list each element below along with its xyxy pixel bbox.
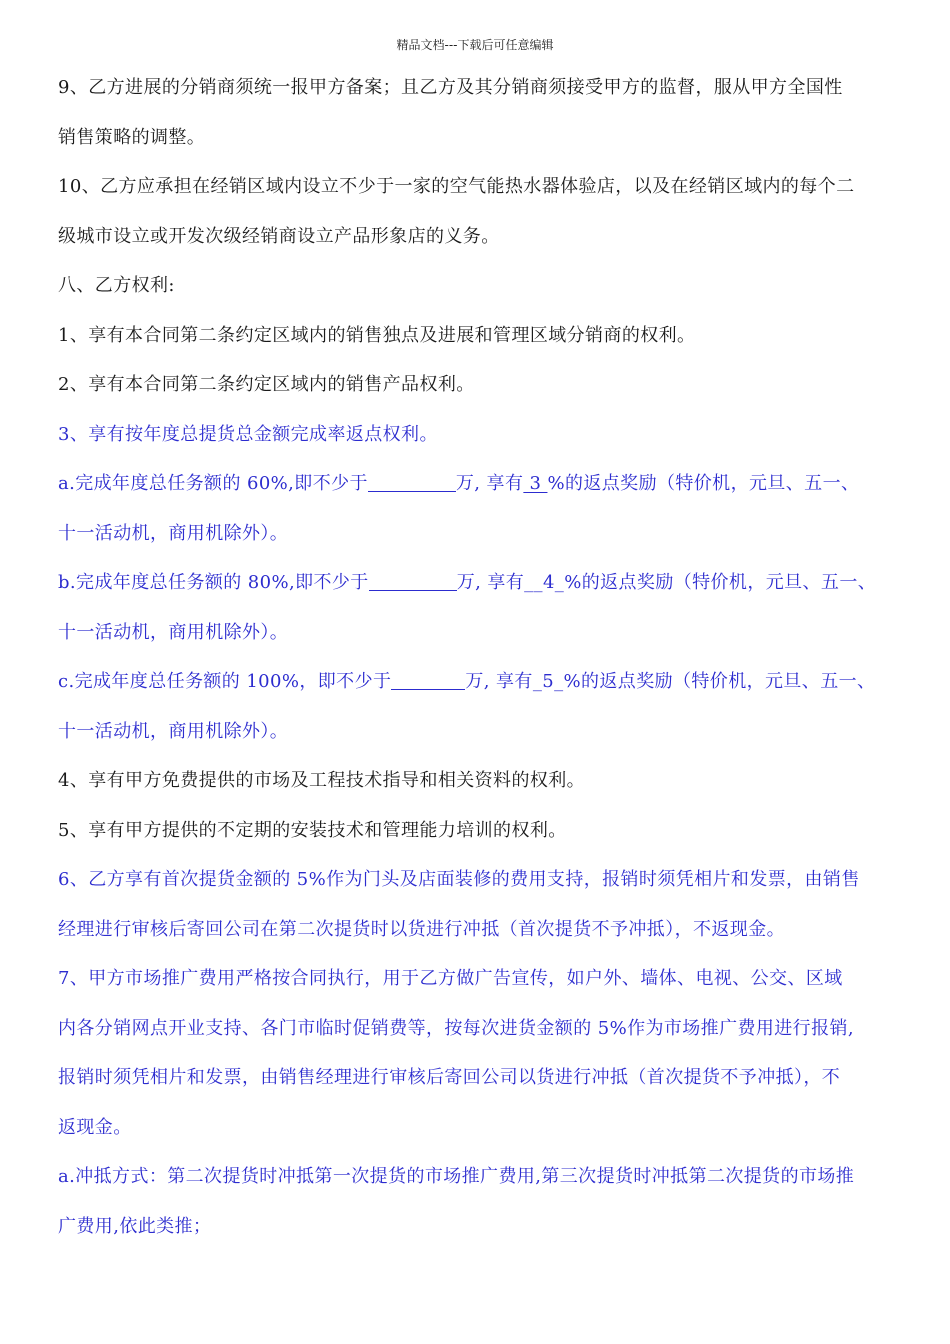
rebate-tier-a-suffix: %的返点奖励（特价机，元旦、五一、 — [547, 473, 860, 494]
offset-method-line-1: a.冲抵方式：第二次提货时冲抵第一次提货的市场推广费用,第三次提货时冲抵第二次提货的市场推 — [58, 1166, 855, 1187]
clause-10-line-1: 10、乙方应承担在经销区域内设立不少于一家的空气能热水器体验店，以及在经销区域内的每个二 — [58, 176, 855, 197]
right-7-line-1: 7、甲方市场推广费用严格按合同执行，用于乙方做广告宣传，如户外、墙体、电视、公交、区域 — [58, 968, 843, 989]
rebate-tier-b-continued: 十一活动机，商用机除外）。 — [58, 621, 289, 643]
clause-9-line-2: 销售策略的调整。 — [58, 126, 206, 148]
rebate-tier-c-suffix: %的返点奖励（特价机，元旦、五一、 — [563, 671, 876, 692]
rebate-tier-b — [58, 565, 898, 615]
rebate-tier-c-continued: 十一活动机，商用机除外）。 — [58, 720, 289, 742]
rebate-tier-b-prefix: b.完成年度总任务额的 80%,即不少于 — [58, 572, 369, 593]
right-6-line-2: 经理进行审核后寄回公司在第二次提货时以货进行冲抵（首次提货不予冲抵），不返现金。 — [58, 918, 785, 940]
right-4: 4、享有甲方免费提供的市场及工程技术指导和相关资料的权利。 — [58, 770, 586, 791]
rebate-tier-c-mid: 万, 享有 — [465, 671, 533, 692]
rebate-tier-c-amount-blank — [391, 669, 465, 690]
page-header: 精品文档---下载后可任意编辑 — [396, 38, 554, 52]
rebate-tier-a-continued: 十一活动机，商用机除外）。 — [58, 522, 289, 544]
section-8-heading: 八、乙方权利: — [58, 275, 175, 296]
document-body — [58, 70, 898, 1258]
right-2: 2、享有本合同第二条约定区域内的销售产品权利。 — [58, 374, 475, 395]
rebate-tier-a-percent: 3 — [523, 473, 548, 494]
rebate-tier-a — [58, 466, 898, 516]
right-5: 5、享有甲方提供的不定期的安装技术和管理能力培训的权利。 — [58, 819, 567, 841]
clause-10-line-2: 级城市设立或开发次级经销商设立产品形象店的义务。 — [58, 225, 500, 247]
right-6-line-1: 6、乙方享有首次提货金额的 5%作为门头及店面装修的费用支持，报销时须凭相片和发票，由销售 — [58, 869, 860, 890]
right-1: 1、享有本合同第二条约定区域内的销售独点及进展和管理区域分销商的权利。 — [58, 324, 696, 346]
rebate-tier-c-prefix: c.完成年度总任务额的 100%，即不少于 — [58, 671, 392, 692]
rebate-tier-a-prefix: a.完成年度总任务额的 60%,即不少于 — [58, 473, 368, 494]
right-3: 3、享有按年度总提货总金额完成率返点权利。 — [58, 423, 438, 445]
rebate-tier-c — [58, 664, 898, 714]
rebate-tier-b-mid: 万, 享有 — [456, 572, 525, 593]
clause-9-line-1: 9、乙方进展的分销商须统一报甲方备案；且乙方及其分销商须接受甲方的监督，服从甲方全国性 — [58, 77, 843, 98]
right-7-line-2: 内各分销网点开业支持、各门市临时促销费等，按每次进货金额的 5%作为市场推广费用进行报销, — [58, 1017, 854, 1039]
offset-method-line-2: 广费用,依此类推； — [58, 1215, 212, 1237]
rebate-tier-b-percent: __4_ — [524, 572, 565, 593]
right-7-line-3: 报销时须凭相片和发票，由销售经理进行审核后寄回公司以货进行冲抵（首次提货不予冲抵），不 — [58, 1067, 841, 1088]
rebate-tier-b-amount-blank — [369, 570, 457, 591]
rebate-tier-b-suffix: %的返点奖励（特价机，元旦、五一、 — [564, 572, 877, 593]
rebate-tier-a-mid: 万, 享有 — [455, 473, 524, 494]
rebate-tier-c-percent: _5_ — [532, 671, 564, 692]
rebate-tier-a-amount-blank — [368, 471, 456, 492]
right-7-line-4: 返现金。 — [58, 1116, 132, 1138]
